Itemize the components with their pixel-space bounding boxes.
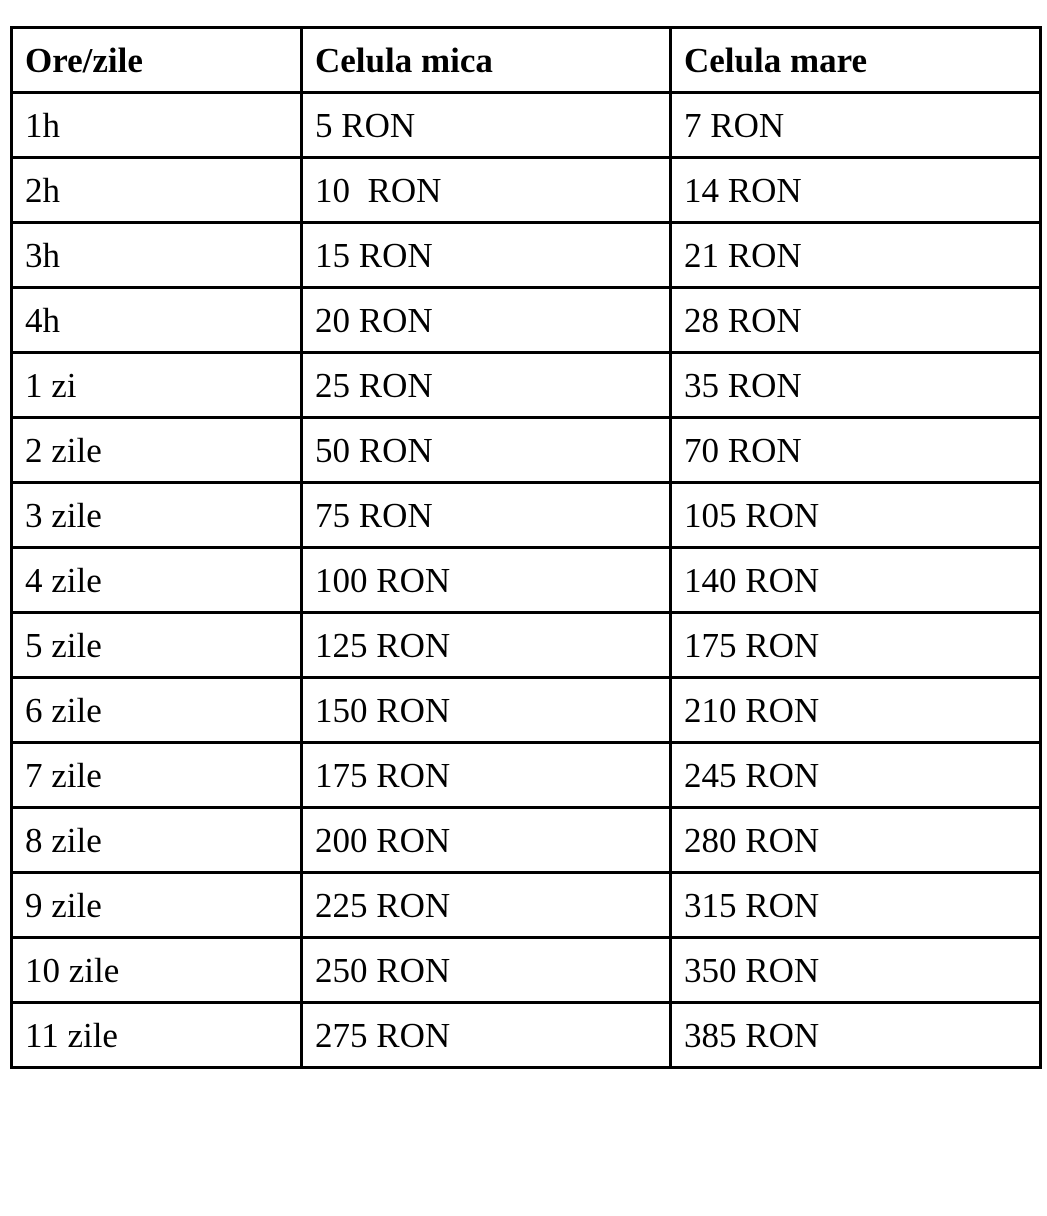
table-row: [12, 743, 1041, 808]
duration-cell: 2 zile: [12, 418, 302, 483]
large-cell-price: 350 RON: [671, 938, 1041, 1003]
small-cell-price: 50 RON: [302, 418, 671, 483]
small-cell-price: 100 RON: [302, 548, 671, 613]
duration-cell: 2h: [12, 158, 302, 223]
large-cell-price: 210 RON: [671, 678, 1041, 743]
table-row: [12, 873, 1041, 938]
small-cell-price: 250 RON: [302, 938, 671, 1003]
table-row: [12, 158, 1041, 223]
small-cell-price: 5 RON: [302, 93, 671, 158]
large-cell-price: 280 RON: [671, 808, 1041, 873]
large-cell-price: 140 RON: [671, 548, 1041, 613]
duration-cell: 4 zile: [12, 548, 302, 613]
header-small-cell: Celula mica: [302, 28, 671, 93]
duration-cell: 5 zile: [12, 613, 302, 678]
table-row: [12, 93, 1041, 158]
large-cell-price: 105 RON: [671, 483, 1041, 548]
duration-cell: 11 zile: [12, 1003, 302, 1068]
table-row: [12, 613, 1041, 678]
header-large-cell: Celula mare: [671, 28, 1041, 93]
table-row: [12, 678, 1041, 743]
duration-cell: 9 zile: [12, 873, 302, 938]
large-cell-price: 28 RON: [671, 288, 1041, 353]
duration-cell: 8 zile: [12, 808, 302, 873]
table-header-row: [12, 28, 1041, 93]
table-row: [12, 288, 1041, 353]
large-cell-price: 21 RON: [671, 223, 1041, 288]
table-row: [12, 418, 1041, 483]
large-cell-price: 14 RON: [671, 158, 1041, 223]
table-row: [12, 808, 1041, 873]
small-cell-price: 25 RON: [302, 353, 671, 418]
small-cell-price: 20 RON: [302, 288, 671, 353]
table-row: [12, 483, 1041, 548]
duration-cell: 6 zile: [12, 678, 302, 743]
duration-cell: 10 zile: [12, 938, 302, 1003]
small-cell-price: 225 RON: [302, 873, 671, 938]
duration-cell: 3h: [12, 223, 302, 288]
large-cell-price: 70 RON: [671, 418, 1041, 483]
large-cell-price: 35 RON: [671, 353, 1041, 418]
small-cell-price: 275 RON: [302, 1003, 671, 1068]
large-cell-price: 315 RON: [671, 873, 1041, 938]
price-table: [10, 26, 1042, 1069]
table-row: [12, 353, 1041, 418]
large-cell-price: 175 RON: [671, 613, 1041, 678]
small-cell-price: 10 RON: [302, 158, 671, 223]
small-cell-price: 200 RON: [302, 808, 671, 873]
price-table-container: [10, 26, 1042, 1069]
duration-cell: 7 zile: [12, 743, 302, 808]
table-row: [12, 223, 1041, 288]
small-cell-price: 125 RON: [302, 613, 671, 678]
table-row: [12, 1003, 1041, 1068]
duration-cell: 1h: [12, 93, 302, 158]
large-cell-price: 385 RON: [671, 1003, 1041, 1068]
small-cell-price: 150 RON: [302, 678, 671, 743]
duration-cell: 1 zi: [12, 353, 302, 418]
small-cell-price: 175 RON: [302, 743, 671, 808]
table-row: [12, 938, 1041, 1003]
small-cell-price: 75 RON: [302, 483, 671, 548]
duration-cell: 3 zile: [12, 483, 302, 548]
large-cell-price: 245 RON: [671, 743, 1041, 808]
large-cell-price: 7 RON: [671, 93, 1041, 158]
small-cell-price: 15 RON: [302, 223, 671, 288]
duration-cell: 4h: [12, 288, 302, 353]
table-row: [12, 548, 1041, 613]
header-duration: Ore/zile: [12, 28, 302, 93]
